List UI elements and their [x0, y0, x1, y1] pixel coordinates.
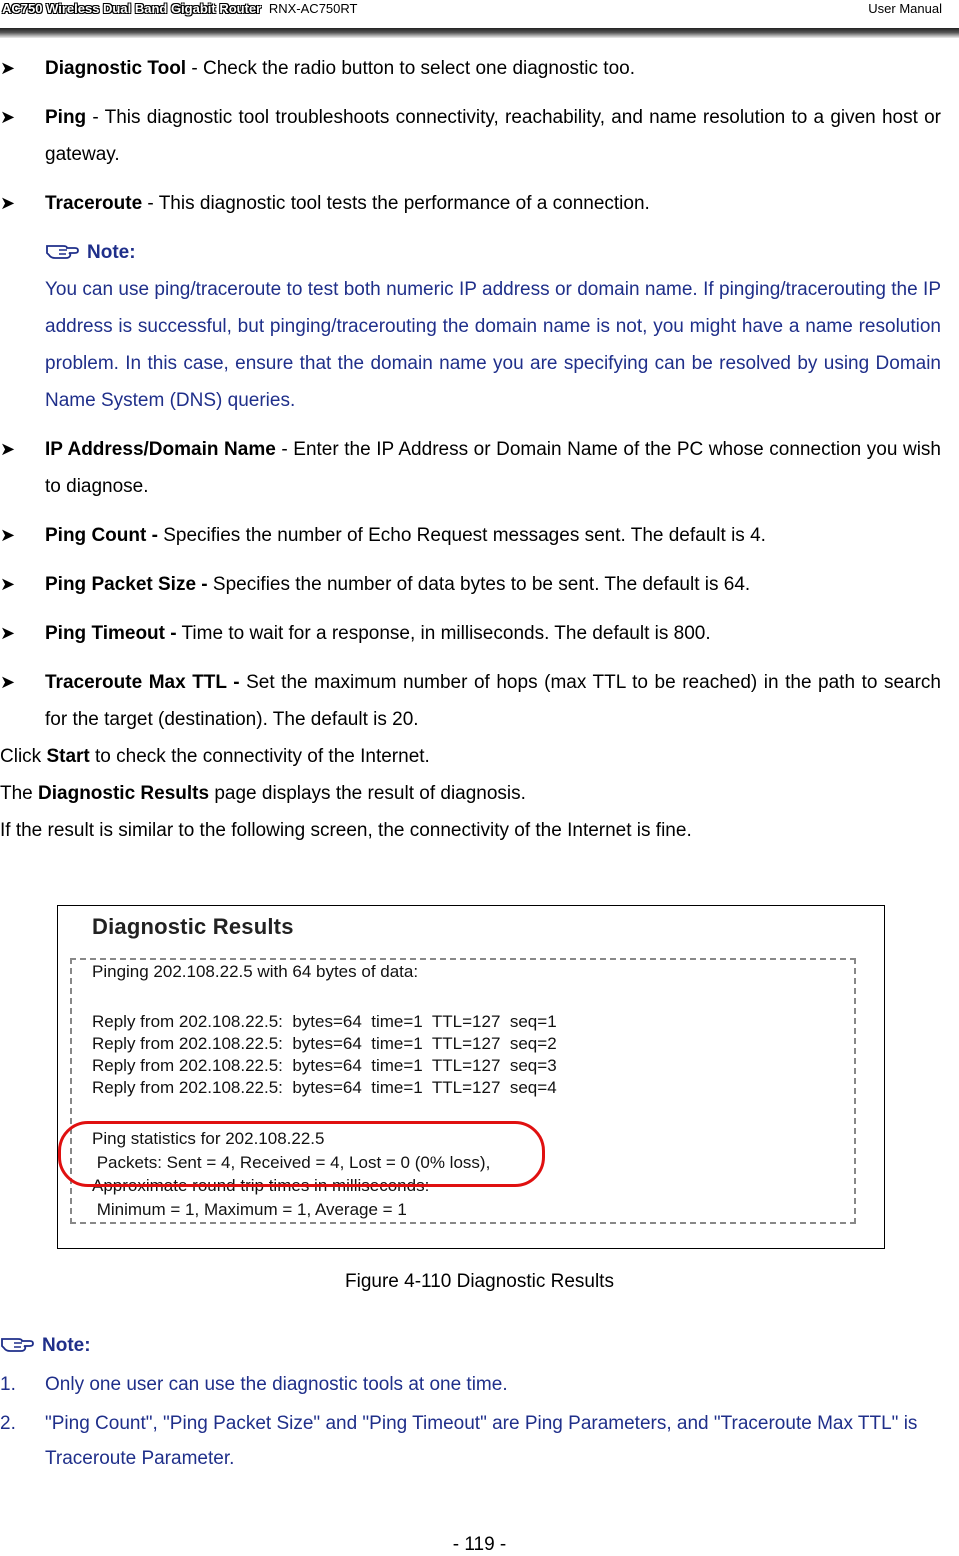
note-block-2 [0, 1328, 959, 1476]
bullet-text: Specifies the number of data bytes to be sent. The default is 64. [207, 574, 751, 595]
bullet-term: Ping Count - [45, 525, 158, 546]
result-line: Pinging 202.108.22.5 with 64 bytes of data: [92, 962, 419, 981]
note-item [0, 1406, 941, 1476]
bullet-ping-packet-size [0, 566, 941, 603]
bullet-term: Ping Timeout - [45, 623, 177, 644]
page-header [0, 0, 959, 40]
result-line: Ping statistics for 202.108.22.5 [92, 1129, 325, 1148]
bullet-diagnostic-tool [0, 50, 941, 87]
note-block-1 [45, 234, 941, 419]
bullet-term: Ping [45, 107, 87, 128]
result-line: Minimum = 1, Maximum = 1, Average = 1 [92, 1200, 407, 1219]
header-brand: AC750 Wireless Dual Band Gigabit Router [2, 1, 262, 16]
text-fragment: Click [0, 746, 47, 767]
note-title-text: Note: [87, 242, 136, 263]
bullet-ip-address [0, 431, 941, 505]
bullet-text: Set the maximum number of hops (max TTL to be reached) in the path to search for the target (destination). The default is 20. [45, 672, 941, 730]
arrow-bullet-icon: ➤ [0, 439, 16, 459]
text-bold: Diagnostic Results [38, 783, 210, 804]
bullet-ping [0, 99, 941, 173]
bullet-term: Ping Packet Size - [45, 574, 208, 595]
bullet-traceroute [0, 185, 941, 222]
figure-title: Diagnostic Results [92, 914, 294, 939]
note-title-text: Note: [42, 1335, 91, 1356]
bullet-text: - This diagnostic tool tests the performance of a connection. [142, 193, 650, 214]
result-line: Approximate round trip times in milliseconds: [92, 1176, 430, 1195]
arrow-bullet-icon: ➤ [0, 623, 16, 643]
text-bold: Start [46, 746, 90, 767]
result-line: Reply from 202.108.22.5: bytes=64 time=1 TTL=127 seq=3 [92, 1056, 557, 1075]
header-rule [0, 28, 959, 38]
arrow-bullet-icon: ➤ [0, 525, 16, 545]
page-number: - 119 - [452, 1534, 507, 1555]
text-fragment: The [0, 783, 39, 804]
note-item-number: 1. [0, 1374, 16, 1395]
header-left [2, 1, 357, 16]
bullet-term: Diagnostic Tool [45, 58, 187, 79]
page-content [0, 50, 959, 849]
bullet-text: - Check the radio button to select one diagnostic too. [186, 58, 635, 79]
bullet-term: Traceroute Max TTL - [45, 672, 240, 693]
header-manual: User Manual [868, 1, 942, 16]
bullet-ping-count [0, 517, 941, 554]
result-line: Reply from 202.108.22.5: bytes=64 time=1 TTL=127 seq=2 [92, 1034, 557, 1053]
bullet-term: Traceroute [45, 193, 143, 214]
note-title [45, 234, 941, 271]
text-fragment: page displays the result of diagnosis. [209, 783, 526, 804]
result-line: Packets: Sent = 4, Received = 4, Lost = 0 (0% loss), [92, 1153, 491, 1172]
bullet-term: IP Address/Domain Name [45, 439, 276, 460]
text-fragment: to check the connectivity of the Internet. [89, 746, 430, 767]
arrow-bullet-icon: ➤ [0, 193, 16, 213]
note-item-text: "Ping Count", "Ping Packet Size" and "Ping Timeout" are Ping Parameters, and "Traceroute Max TTL" is Traceroute Parameter. [45, 1413, 918, 1469]
note-item-text: Only one user can use the diagnostic tools at one time. [45, 1374, 508, 1395]
arrow-bullet-icon: ➤ [0, 107, 16, 127]
bullet-text: Specifies the number of Echo Request messages sent. The default is 4. [157, 525, 766, 546]
bullet-traceroute-max-ttl [0, 664, 941, 738]
header-model: RNX-AC750RT [268, 1, 358, 16]
note-item-number: 2. [0, 1413, 16, 1434]
result-line: Reply from 202.108.22.5: bytes=64 time=1 TTL=127 seq=4 [92, 1078, 557, 1097]
paragraph-click-start [0, 738, 959, 775]
figure-caption: Figure 4-110 Diagnostic Results [345, 1271, 614, 1292]
highlight-oval [58, 1121, 545, 1187]
pointing-hand-icon [45, 238, 79, 262]
paragraph-similar-result: If the result is similar to the following screen, the connectivity of the Internet is fine. [0, 820, 692, 841]
note-item [0, 1367, 941, 1402]
arrow-bullet-icon: ➤ [0, 574, 16, 594]
bullet-text: - Enter the IP Address or Domain Name of the PC whose connection you wish to diagnose. [45, 439, 941, 497]
result-line: Reply from 202.108.22.5: bytes=64 time=1 TTL=127 seq=1 [92, 1012, 557, 1031]
arrow-bullet-icon: ➤ [0, 58, 16, 78]
note-title [0, 1328, 959, 1363]
arrow-bullet-icon: ➤ [0, 672, 16, 692]
note-text: You can use ping/traceroute to test both numeric IP address or domain name. If pinging/tracerouting the IP address is successful, but pinging/tracerouting the domain name is not, you might have a name resolution problem. In this case, ensure that the domain name you are specifying can be resolved by using Domain Name System (DNS) queries. [45, 279, 941, 411]
pointing-hand-icon [0, 1331, 34, 1355]
bullet-text: - This diagnostic tool troubleshoots connectivity, reachability, and name resolution to a given host or gateway. [45, 107, 941, 165]
paragraph-diagnostic-results [0, 775, 959, 812]
bullet-ping-timeout [0, 615, 941, 652]
diagnostic-results-screenshot [57, 905, 885, 1249]
bullet-text: Time to wait for a response, in milliseconds. The default is 800. [176, 623, 711, 644]
